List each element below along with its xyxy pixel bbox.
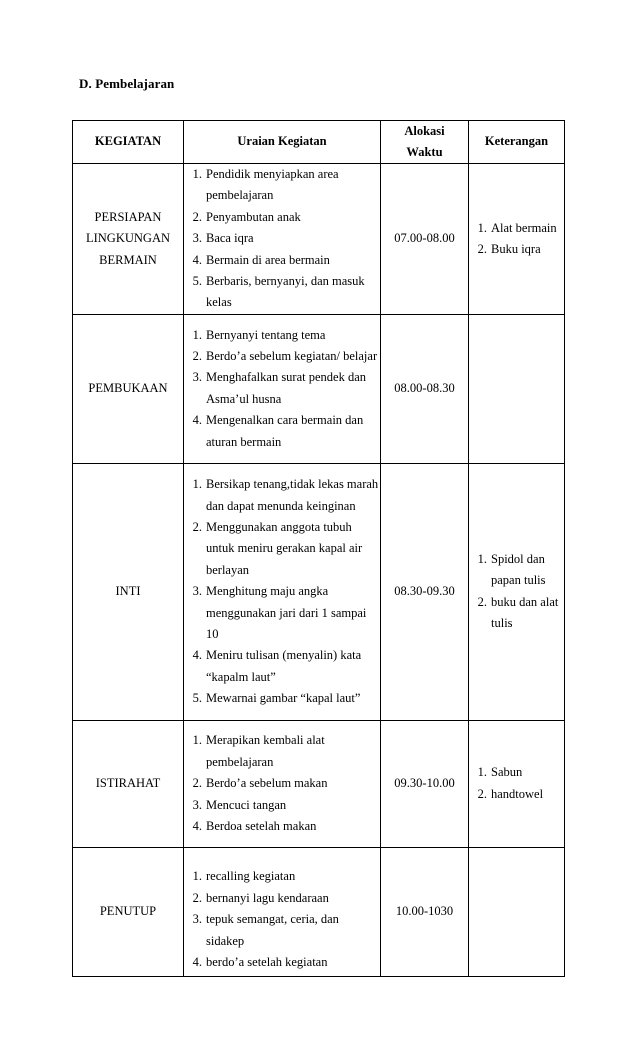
notes-cell bbox=[469, 164, 565, 315]
list-item-number: 5. bbox=[192, 274, 202, 289]
table-header-row bbox=[73, 121, 565, 164]
list-item bbox=[184, 346, 380, 367]
list-item-number: 2. bbox=[192, 776, 202, 791]
list-item-text: Mengenalkan cara bermain dan aturan bermain bbox=[206, 413, 364, 449]
list-item-text: Menggunakan anggota tubuh untuk meniru gerakan kapal air berlayan bbox=[206, 519, 363, 577]
notes-cell bbox=[469, 314, 565, 463]
list-item-text: Buku iqra bbox=[491, 241, 541, 256]
list-item bbox=[184, 228, 380, 249]
list-item-number: 1. bbox=[477, 552, 487, 567]
activity-name-line: ISTIRAHAT bbox=[95, 776, 161, 791]
list-item bbox=[184, 367, 380, 410]
list-item bbox=[469, 549, 564, 592]
time-allocation-cell: 10.00-1030 bbox=[381, 847, 469, 976]
list-item bbox=[184, 888, 380, 909]
list-item-number: 4. bbox=[192, 954, 202, 969]
list-item-text: Berdo’a sebelum kegiatan/ belajar bbox=[206, 349, 378, 364]
list-item-text: Sabun bbox=[491, 765, 523, 780]
list-item-number: 1. bbox=[477, 765, 487, 780]
list-item-text: Bersikap tenang,tidak lekas marah dan dapat menunda keinginan bbox=[206, 477, 379, 513]
list-item-number: 5. bbox=[192, 691, 202, 706]
list-item bbox=[469, 239, 564, 260]
list-item-text: berdo’a setelah kegiatan bbox=[206, 954, 328, 969]
list-item bbox=[469, 784, 564, 805]
list-item-text: Menghitung maju angka menggunakan jari dari 1 sampai 10 bbox=[206, 584, 367, 641]
list-item-text: handtowel bbox=[491, 786, 544, 801]
list-item bbox=[184, 645, 380, 688]
list-item-text: recalling kegiatan bbox=[206, 869, 296, 884]
learning-schedule-table bbox=[72, 120, 565, 977]
description-cell bbox=[184, 314, 381, 463]
header-activity: KEGIATAN bbox=[73, 121, 184, 164]
list-item bbox=[469, 592, 564, 635]
list-item-number: 1. bbox=[192, 477, 202, 492]
list-item-number: 4. bbox=[192, 252, 202, 267]
list-item bbox=[184, 325, 380, 346]
list-item-text: Berbaris, bernyanyi, dan masuk kelas bbox=[206, 274, 365, 310]
list-item-text: tepuk semangat, ceria, dan sidakep bbox=[206, 912, 339, 948]
list-item-number: 3. bbox=[192, 584, 202, 599]
list-item-text: Merapikan kembali alat pembelajaran bbox=[206, 733, 325, 769]
list-item-text: Pendidik menyiapkan area pembelajaran bbox=[206, 167, 339, 203]
description-cell bbox=[184, 720, 381, 847]
list-item bbox=[184, 474, 380, 517]
activity-steps-list bbox=[184, 164, 380, 314]
time-allocation-cell: 09.30-10.00 bbox=[381, 720, 469, 847]
list-item bbox=[184, 773, 380, 794]
section-heading: D. Pembelajaran bbox=[79, 76, 175, 91]
list-item-number: 1. bbox=[192, 733, 202, 748]
list-item-number: 3. bbox=[192, 912, 202, 927]
list-item bbox=[184, 688, 380, 709]
table-row bbox=[73, 164, 565, 315]
list-item-number: 1. bbox=[192, 869, 202, 884]
time-allocation-cell: 07.00-08.00 bbox=[381, 164, 469, 315]
list-item bbox=[184, 517, 380, 581]
list-item-text: Mencuci tangan bbox=[206, 797, 287, 812]
table-row bbox=[73, 847, 565, 976]
header-time-line2: Waktu bbox=[406, 145, 443, 159]
list-item bbox=[469, 218, 564, 239]
list-item-number: 2. bbox=[192, 890, 202, 905]
list-item-number: 3. bbox=[192, 370, 202, 385]
header-time-line1: Alokasi bbox=[404, 124, 445, 138]
table-row bbox=[73, 463, 565, 720]
activity-name-line: PENUTUP bbox=[99, 904, 157, 919]
activity-cell bbox=[73, 314, 184, 463]
list-item bbox=[184, 866, 380, 887]
activity-steps-list bbox=[184, 325, 380, 453]
activity-name-line: INTI bbox=[115, 584, 141, 599]
notes-list bbox=[469, 218, 564, 261]
notes-list bbox=[469, 762, 564, 805]
activity-cell bbox=[73, 463, 184, 720]
list-item-number: 2. bbox=[192, 349, 202, 364]
list-item-text: Bermain di area bermain bbox=[206, 252, 330, 267]
activity-steps-list bbox=[184, 866, 380, 973]
notes-cell bbox=[469, 847, 565, 976]
notes-cell bbox=[469, 720, 565, 847]
list-item-text: Penyambutan anak bbox=[206, 209, 301, 224]
list-item bbox=[184, 271, 380, 314]
activity-name-line: LINGKUNGAN bbox=[85, 231, 170, 246]
list-item-number: 2. bbox=[192, 209, 202, 224]
list-item bbox=[184, 816, 380, 837]
list-item bbox=[184, 730, 380, 773]
list-item bbox=[184, 795, 380, 816]
list-item-number: 2. bbox=[477, 241, 487, 256]
list-item-number: 4. bbox=[192, 413, 202, 428]
list-item bbox=[469, 762, 564, 783]
list-item-text: Baca iqra bbox=[206, 231, 254, 246]
list-item-number: 2. bbox=[477, 786, 487, 801]
list-item-number: 1. bbox=[477, 220, 487, 235]
time-allocation-cell: 08.30-09.30 bbox=[381, 463, 469, 720]
activity-cell bbox=[73, 720, 184, 847]
list-item bbox=[184, 410, 380, 453]
list-item-text: bernanyi lagu kendaraan bbox=[206, 890, 329, 905]
list-item-text: Spidol dan papan tulis bbox=[491, 552, 546, 588]
list-item-number: 4. bbox=[192, 648, 202, 663]
list-item bbox=[184, 581, 380, 645]
list-item-number: 1. bbox=[192, 167, 202, 181]
list-item-text: Menghafalkan surat pendek dan Asma’ul husna bbox=[206, 370, 367, 406]
list-item-number: 3. bbox=[192, 231, 202, 246]
activity-name-line: BERMAIN bbox=[99, 252, 157, 267]
header-notes: Keterangan bbox=[469, 121, 565, 164]
list-item-text: Bernyanyi tentang tema bbox=[206, 327, 326, 342]
activity-cell bbox=[73, 847, 184, 976]
list-item bbox=[184, 952, 380, 973]
header-time-allocation bbox=[381, 121, 469, 164]
list-item bbox=[184, 250, 380, 271]
time-allocation-cell: 08.00-08.30 bbox=[381, 314, 469, 463]
description-cell bbox=[184, 847, 381, 976]
activity-steps-list bbox=[184, 474, 380, 709]
list-item-number: 2. bbox=[477, 594, 487, 609]
list-item-number: 3. bbox=[192, 797, 202, 812]
list-item-text: Meniru tulisan (menyalin) kata “kapalm laut” bbox=[206, 648, 362, 684]
activity-steps-list bbox=[184, 730, 380, 837]
header-description: Uraian Kegiatan bbox=[184, 121, 381, 164]
table-row bbox=[73, 314, 565, 463]
list-item-text: Mewarnai gambar “kapal laut” bbox=[206, 691, 361, 706]
notes-cell bbox=[469, 463, 565, 720]
list-item-number: 4. bbox=[192, 818, 202, 833]
list-item bbox=[184, 909, 380, 952]
table-row bbox=[73, 720, 565, 847]
activity-name-line: PERSIAPAN bbox=[94, 209, 162, 224]
description-cell bbox=[184, 463, 381, 720]
list-item bbox=[184, 207, 380, 228]
activity-name-line: PEMBUKAAN bbox=[88, 381, 168, 396]
list-item-text: Alat bermain bbox=[491, 220, 557, 235]
list-item-text: Berdoa setelah makan bbox=[206, 818, 317, 833]
notes-list bbox=[469, 549, 564, 635]
list-item-number: 1. bbox=[192, 327, 202, 342]
description-cell bbox=[184, 164, 381, 315]
list-item bbox=[184, 164, 380, 207]
activity-cell bbox=[73, 164, 184, 315]
list-item-text: buku dan alat tulis bbox=[491, 594, 559, 631]
list-item-text: Berdo’a sebelum makan bbox=[206, 776, 328, 791]
list-item-number: 2. bbox=[192, 519, 202, 534]
